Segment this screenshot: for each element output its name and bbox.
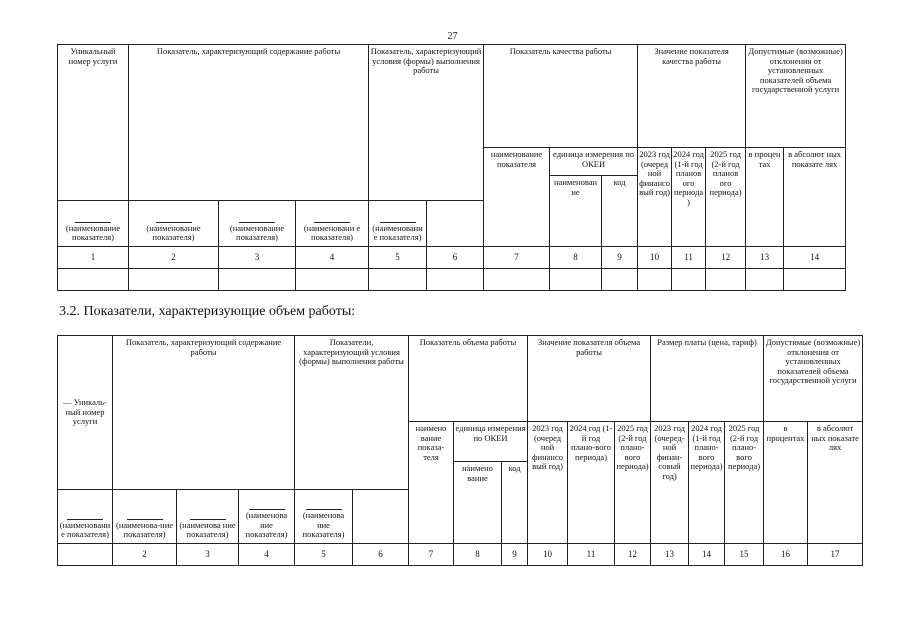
header-okei-code: код bbox=[502, 462, 528, 544]
header-okei-name: наимено вание bbox=[454, 462, 502, 544]
column-number: 12 bbox=[615, 544, 651, 566]
empty-cell bbox=[550, 269, 602, 291]
header-quality-value: Значение показателя качества работы bbox=[638, 45, 746, 148]
header-absolute: в абсолют ных показате лях bbox=[808, 422, 863, 544]
placeholder-label: (наименова ние показателя) bbox=[179, 519, 236, 540]
header-okei-unit: единица измерения по ОКЕИ bbox=[454, 422, 528, 462]
header-unique-number: Уникальный номер услуги bbox=[58, 45, 129, 201]
header-year-2023: 2023 год (очеред ной финансо вый год) bbox=[638, 148, 672, 247]
header-absolute: в абсолют ных показате лях bbox=[784, 148, 846, 247]
column-number: 14 bbox=[784, 247, 846, 269]
header-volume-2024: 2024 год (1-й год плано-вого периода) bbox=[568, 422, 615, 544]
header-percent: в процентах bbox=[764, 422, 808, 544]
header-content-indicator: Показатель, характеризующий содержание работы bbox=[129, 45, 369, 201]
placeholder-label: (наименование показателя) bbox=[229, 222, 285, 243]
placeholder-cell bbox=[219, 201, 296, 247]
header-okei-name: наименован ие bbox=[550, 176, 602, 247]
column-number: 13 bbox=[651, 544, 689, 566]
column-number: 2 bbox=[113, 544, 177, 566]
header-indicator-name: наименование показателя bbox=[484, 148, 550, 247]
column-number: 16 bbox=[764, 544, 808, 566]
header-deviations: Допустимые (возможные) отклонения от установленных показателей объема государственной услуги bbox=[764, 336, 863, 422]
column-number: 1 bbox=[58, 247, 129, 269]
column-number: 5 bbox=[369, 247, 427, 269]
header-conditions-indicator: Показатель, характеризующий условия (формы) выполнения работы bbox=[369, 45, 484, 201]
header-volume-value: Значение показателя объема работы bbox=[528, 336, 651, 422]
header-fee-2024: 2024 год (1-й год плано-вого периода) bbox=[689, 422, 725, 544]
column-number: 2 bbox=[129, 247, 219, 269]
header-unique-number: — Уникаль-ный номер услуги bbox=[58, 336, 113, 490]
placeholder-label: (наименование показателя) bbox=[65, 222, 121, 243]
column-number: 6 bbox=[353, 544, 409, 566]
placeholder-label: (наименова ние показателя) bbox=[245, 510, 288, 540]
column-number: 7 bbox=[484, 247, 550, 269]
placeholder-cell bbox=[58, 490, 113, 544]
header-fee-2025: 2025 год (2-й год плано-вого периода) bbox=[725, 422, 764, 544]
column-number: 9 bbox=[502, 544, 528, 566]
column-number: 11 bbox=[568, 544, 615, 566]
header-volume-indicator: Показатель объема работы bbox=[409, 336, 528, 422]
column-number bbox=[58, 544, 113, 566]
placeholder-cell bbox=[177, 490, 239, 544]
header-indicator-name: наимено вание показа-теля bbox=[409, 422, 454, 544]
column-number: 6 bbox=[427, 247, 484, 269]
placeholder-cell bbox=[239, 490, 295, 544]
header-okei-unit: единица измерения по ОКЕИ bbox=[550, 148, 638, 176]
placeholder-label: (наименовани е показателя) bbox=[303, 222, 361, 243]
empty-cell bbox=[746, 269, 784, 291]
placeholder-label: (наименова ние показателя) bbox=[302, 510, 345, 540]
header-year-2024: 2024 год (1-й год планов ого периода) bbox=[672, 148, 706, 247]
column-number: 7 bbox=[409, 544, 454, 566]
empty-cell bbox=[672, 269, 706, 291]
page-number: 27 bbox=[447, 31, 458, 42]
placeholder-label: (наименование показателя) bbox=[146, 222, 201, 243]
placeholder-cell bbox=[58, 201, 129, 247]
column-number: 11 bbox=[672, 247, 706, 269]
empty-cell bbox=[784, 269, 846, 291]
volume-indicators-table bbox=[57, 335, 863, 566]
header-fee: Размер платы (цена, тариф) bbox=[651, 336, 764, 422]
empty-cell bbox=[427, 269, 484, 291]
placeholder-cell bbox=[129, 201, 219, 247]
empty-cell bbox=[638, 269, 672, 291]
column-number: 13 bbox=[746, 247, 784, 269]
empty-cell bbox=[219, 269, 296, 291]
column-number: 10 bbox=[638, 247, 672, 269]
header-conditions-indicator: Показатели, характеризующий условия (формы) выполнения работы bbox=[295, 336, 409, 490]
column-number: 4 bbox=[296, 247, 369, 269]
header-year-2025: 2025 год (2-й год планов ого периода) bbox=[706, 148, 746, 247]
header-volume-2025: 2025 год (2-й год плано-вого периода) bbox=[615, 422, 651, 544]
column-number: 15 bbox=[725, 544, 764, 566]
header-fee-2023: 2023 год (очеред-ной финан-совый год) bbox=[651, 422, 689, 544]
column-number: 3 bbox=[177, 544, 239, 566]
header-volume-2023: 2023 год (очеред ной финансо вый год) bbox=[528, 422, 568, 544]
column-number: 9 bbox=[602, 247, 638, 269]
empty-cell bbox=[58, 269, 129, 291]
column-number: 8 bbox=[454, 544, 502, 566]
column-number: 4 bbox=[239, 544, 295, 566]
column-number: 17 bbox=[808, 544, 863, 566]
empty-cell bbox=[602, 269, 638, 291]
header-quality-indicator: Показатель качества работы bbox=[484, 45, 638, 148]
header-percent: в процен тах bbox=[746, 148, 784, 247]
column-number: 3 bbox=[219, 247, 296, 269]
placeholder-label: (наименовани е показателя) bbox=[372, 222, 423, 243]
section-heading: 3.2. Показатели, характеризующие объем работы: bbox=[59, 304, 356, 319]
placeholder-cell bbox=[295, 490, 353, 544]
column-number: 10 bbox=[528, 544, 568, 566]
table-row bbox=[58, 269, 846, 291]
header-okei-code: код bbox=[602, 176, 638, 247]
placeholder-label: (наименова-ние показателя) bbox=[115, 519, 174, 540]
quality-indicators-table bbox=[57, 44, 846, 291]
column-number: 5 bbox=[295, 544, 353, 566]
empty-cell bbox=[129, 269, 219, 291]
empty-cell bbox=[369, 269, 427, 291]
column-number: 14 bbox=[689, 544, 725, 566]
placeholder-cell bbox=[296, 201, 369, 247]
column-number: 12 bbox=[706, 247, 746, 269]
empty-cell bbox=[706, 269, 746, 291]
placeholder-cell bbox=[369, 201, 427, 247]
placeholder-cell bbox=[113, 490, 177, 544]
header-deviations: Допустимые (возможные) отклонения от установленных показателей объема государственной услуги bbox=[746, 45, 846, 148]
empty-cell bbox=[484, 269, 550, 291]
empty-cell bbox=[296, 269, 369, 291]
placeholder-label: (наименование показателя) bbox=[59, 519, 111, 540]
header-content-indicator: Показатель, характеризующий содержание работы bbox=[113, 336, 295, 490]
column-number: 8 bbox=[550, 247, 602, 269]
